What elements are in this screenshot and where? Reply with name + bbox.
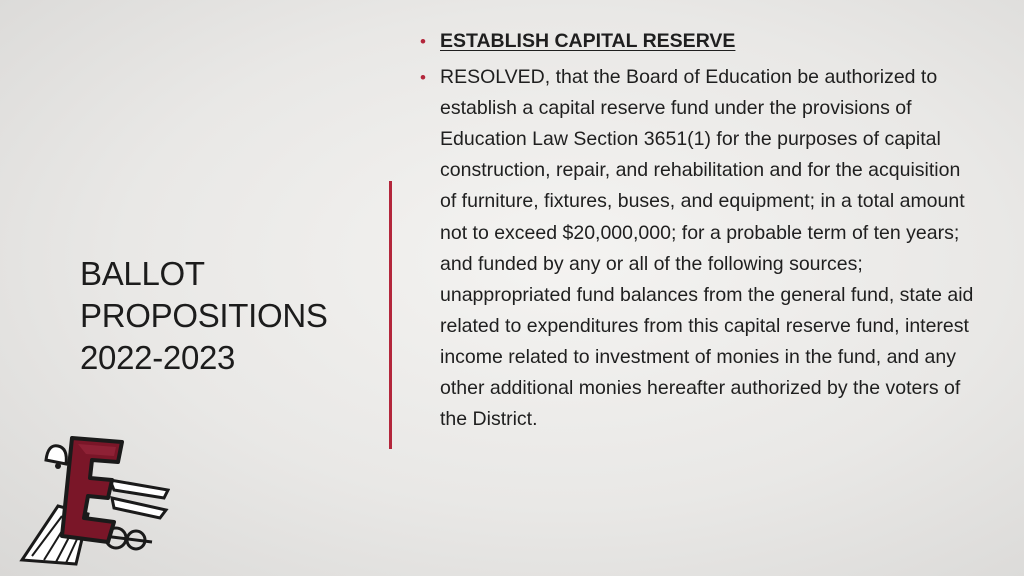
title-line-3: 2022-2023: [80, 339, 236, 376]
list-item-heading: [420, 26, 980, 57]
proposition-body: RESOLVED, that the Board of Education be authorized to establish a capital reserve fund under the provisions of Education Law Section 3651(1) for the purposes of capital construction, repair, and rehabilitation and for the acquisition of furniture, fixtures, buses, and equipment; in a total amount not to exceed $20,000,000; for a probable term of ten years; and funded by any or all of the following sources; unappropriated fund balances from the general fund, state aid related to expenditures from this capital reserve fund, interest income related to investment of monies in the fund, and any other additional monies hereafter authorized by the voters of the District.: [440, 66, 974, 431]
title-line-1: BALLOT: [80, 255, 205, 292]
vertical-divider: [389, 181, 392, 449]
bullet-icon: •: [420, 68, 426, 88]
content-list: [420, 26, 980, 435]
proposition-heading: ESTABLISH CAPITAL RESERVE: [440, 30, 736, 52]
slide-title: [80, 253, 370, 379]
bullet-icon: •: [420, 32, 426, 51]
district-logo-icon: [18, 432, 170, 566]
list-item-body: [420, 62, 980, 435]
title-line-2: PROPOSITIONS: [80, 297, 328, 334]
